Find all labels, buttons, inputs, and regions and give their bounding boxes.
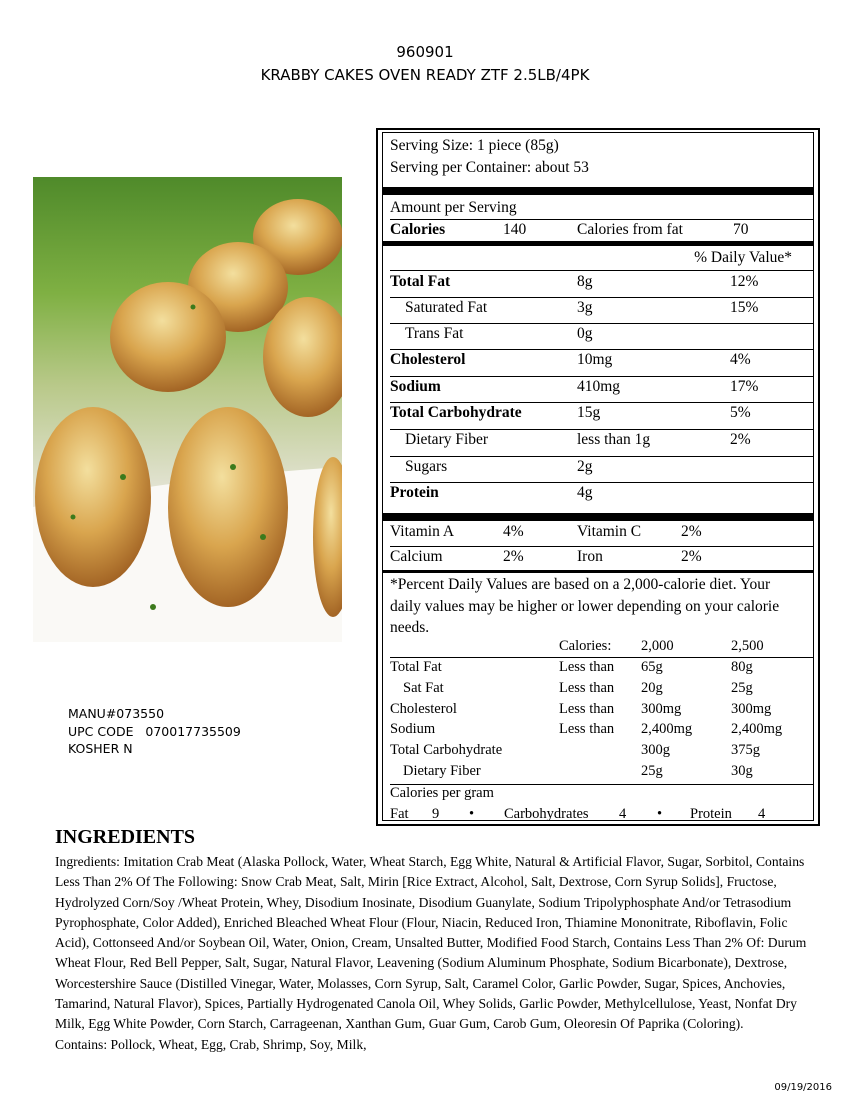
reference-qualifier: Less than [559,700,615,717]
nutrient-daily-value: 17% [730,378,759,395]
per-gram-carb-value: 4 [619,806,627,822]
nutrient-label: Cholesterol [390,351,466,368]
reference-label: Total Fat [390,659,442,675]
divider [390,546,813,547]
calories-value: 140 [503,221,527,238]
per-gram-fat-value: 9 [432,806,440,822]
nutrition-facts-panel [376,128,820,826]
amount-per-serving: Amount per Serving [390,199,517,216]
per-gram-fat-label: Fat [390,806,409,822]
divider-thick [383,187,813,195]
nutrient-label: Total Fat [390,273,451,290]
divider [390,349,813,350]
divider [390,429,813,430]
nutrient-amount: less than 1g [577,431,651,448]
vitamin-value: 2% [503,548,524,565]
vitamin-value: 2% [681,523,702,540]
product-info [68,705,241,758]
nutrient-amount: 10mg [577,351,613,368]
product-photo [33,177,342,642]
daily-value-header: % Daily Value* [694,249,792,266]
reference-2500: 2,400mg [731,721,783,738]
nutrient-amount: 15g [577,404,601,421]
reference-2000: 25g [641,763,663,779]
per-gram-protein-value: 4 [758,806,766,822]
nutrient-label: Sodium [390,378,441,395]
bullet: • [657,806,663,822]
ingredients-text: Ingredients: Imitation Crab Meat (Alaska Pollock, Water, Wheat Starch, Egg White, Natural & Artificial Flavor, Sugar, Sorbitol, Contains Less Than 2% Of The Following: Snow Crab Meat, Salt, Mirin [Rice Extract, Alcohol, Salt, Dextrose, Corn Syrup Solids], Fructose, Hydrolyzed Corn/Soy /Wheat Protein, Whey, Disodium Inosinate, Disodium Guanylate, Sodium Tripolyphosphate And/or Tetrasodium Pyrophosphate, Color Added), Enriched Bleached Wheat Flour (Flour, Niacin, Reduced Iron, Thiamine Mononitrate, Riboflavin, Folic Acid), Cottonseed And/or Soybean Oil, Water, Onion, Cream, Unsalted Butter, Modified Food Starch, Contains Less Than 2% Of: Durum Wheat Flour, Red Bell Pepper, Salt, Sugar, Natural Flavor, Leavening (Sodium Aluminum Phosphate, Sodium Bicarbonate), Dextrose, Worcestershire Sauce (Distilled Vinegar, Water, Molasses, Corn Syrup, Salt, Caramel Color, Garlic Powder, Sugar, Spices, Anchovies, Tamarind, Natural Flavor), Spices, Partially Hydrogenated Canola Oil, Whey Solids, Garlic Powder, Methylcellulose, Yeast, Nonfat Dry Milk, Egg White Powder, Corn Starch, Carrageenan, Xanthan Gum, Guar Gum, Carob Gum, Oleoresin Of Paprika (Coloring). [55,854,807,1032]
servings-per-container: Serving per Container: about 53 [390,159,589,176]
nutrient-amount: 3g [577,299,593,316]
reference-label: Total Carbohydrate [390,742,503,759]
reference-2000: 300g [641,742,670,759]
reference-2000: 65g [641,659,663,675]
calories-per-gram-title: Calories per gram [390,785,494,801]
bullet: • [469,806,475,822]
divider [390,270,813,271]
reference-2500: 375g [731,742,760,759]
nutrient-label: Trans Fat [405,325,464,342]
reference-label: Sat Fat [403,679,444,696]
reference-qualifier: Less than [559,659,615,675]
nutrient-label: Total Carbohydrate [390,404,522,421]
vitamin-label: Vitamin A [390,523,455,540]
divider [390,402,813,403]
vitamin-label: Calcium [390,548,443,565]
manu-number: MANU#073550 [68,706,165,721]
nutrient-daily-value: 5% [730,404,751,421]
divider [390,657,813,658]
nutrient-amount: 410mg [577,378,621,395]
reference-2000: 300mg [641,700,682,717]
vitamin-label: Iron [577,548,603,565]
vitamin-value: 2% [681,548,702,565]
nutrient-daily-value: 12% [730,273,759,290]
calories-from-fat-value: 70 [733,221,749,238]
product-code: 960901 [396,43,454,61]
reference-2500: 30g [731,763,753,779]
vitamin-value: 4% [503,523,524,540]
ingredients-section [55,852,820,1055]
nutrient-label: Dietary Fiber [405,431,489,448]
product-name: KRABBY CAKES OVEN READY ZTF 2.5LB/4PK [260,66,590,84]
per-gram-protein-label: Protein [690,806,732,822]
nutrient-label: Sugars [405,458,448,475]
document-date: 09/19/2016 [774,1082,832,1093]
divider-thick [383,513,813,521]
per-gram-carb-label: Carbohydrates [504,806,589,822]
divider [390,456,813,457]
nutrient-label: Saturated Fat [405,299,488,316]
divider-medium [383,241,813,246]
nutrient-daily-value: 2% [730,431,751,448]
ref-calories-label: Calories: [559,638,612,654]
reference-2500: 80g [731,659,753,675]
reference-2000: 20g [641,679,663,696]
nutrient-amount: 0g [577,325,593,342]
nutrient-label: Protein [390,484,439,501]
divider [390,376,813,377]
upc-code: UPC CODE 070017735509 [68,723,241,739]
reference-qualifier: Less than [559,721,615,738]
calories-from-fat-label: Calories from fat [577,221,683,238]
ref-calories-2500: 2,500 [731,638,764,654]
reference-2000: 2,400mg [641,721,693,738]
nutrient-amount: 8g [577,273,593,290]
ref-calories-2000: 2,000 [641,638,674,654]
nutrient-daily-value: 15% [730,299,759,316]
reference-label: Sodium [390,721,436,738]
divider [390,482,813,483]
calories-label: Calories [390,221,446,238]
reference-2500: 25g [731,679,753,696]
allergen-statement: Contains: Pollock, Wheat, Egg, Crab, Shrimp, Soy, Milk, [55,1036,367,1052]
nutrient-daily-value: 4% [730,351,751,368]
reference-2500: 300mg [731,700,772,717]
reference-qualifier: Less than [559,679,615,696]
reference-label: Dietary Fiber [403,763,481,779]
kosher-status: KOSHER N [68,741,133,756]
divider [390,219,813,220]
serving-size: Serving Size: 1 piece (85g) [390,137,559,154]
divider [390,297,813,298]
nutrient-amount: 2g [577,458,593,475]
ingredients-title: INGREDIENTS [55,826,196,848]
vitamin-label: Vitamin C [577,523,642,540]
divider [390,323,813,324]
reference-label: Cholesterol [390,700,457,717]
divider-medium [383,570,813,573]
daily-value-footnote: *Percent Daily Values are based on a 2,000-calorie diet. Your daily values may be higher or lower depending on your calorie needs. [390,576,780,636]
nutrient-amount: 4g [577,484,593,501]
